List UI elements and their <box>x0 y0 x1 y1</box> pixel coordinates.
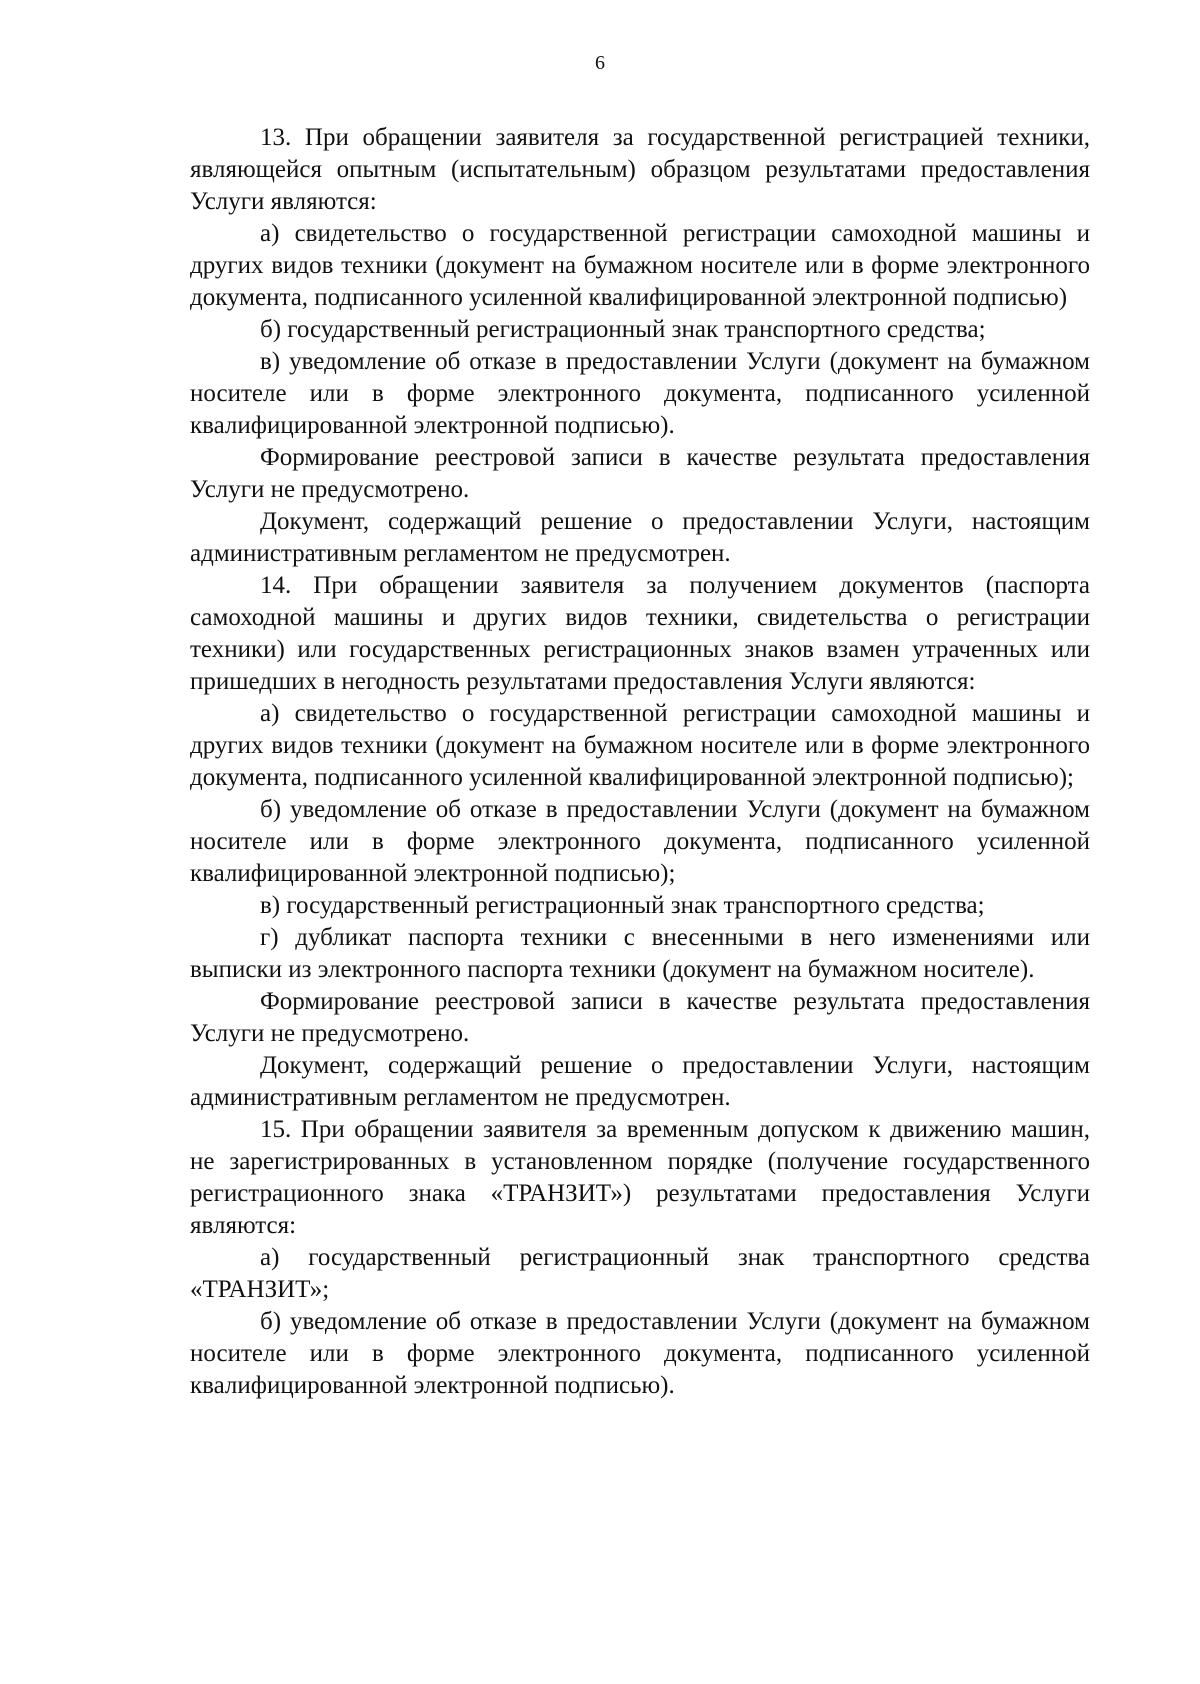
paragraph-14-item-a: а) свидетельство о государственной регистрации самоходной машины и других видов техники (документ на бумажном носителе или в форме электронного документа, подписанного усиленной квалифицированной электронной подписью); <box>190 700 1090 791</box>
document-body <box>190 122 1090 1402</box>
page-number: 6 <box>595 52 605 74</box>
paragraph-14-registry-note: Формирование реестровой записи в качестве результата предоставления Услуги не предусмотрено. <box>190 988 1090 1047</box>
paragraph-13-item-a: а) свидетельство о государственной регистрации самоходной машины и других видов техники (документ на бумажном носителе или в форме электронного документа, подписанного усиленной квалифицированной электронной подписью) <box>190 220 1090 311</box>
paragraph-14-item-g: г) дубликат паспорта техники с внесенными в него изменениями или выписки из электронного паспорта техники (документ на бумажном носителе). <box>190 924 1090 983</box>
paragraph-15-item-b: б) уведомление об отказе в предоставлении Услуги (документ на бумажном носителе или в форме электронного документа, подписанного усиленной квалифицированной электронной подписью). <box>190 1308 1090 1399</box>
paragraph-13-item-v: в) уведомление об отказе в предоставлении Услуги (документ на бумажном носителе или в форме электронного документа, подписанного усиленной квалифицированной электронной подписью). <box>190 348 1090 439</box>
paragraph-13-decision-note: Документ, содержащий решение о предоставлении Услуги, настоящим административным регламентом не предусмотрен. <box>190 508 1090 567</box>
paragraph-13-registry-note: Формирование реестровой записи в качестве результата предоставления Услуги не предусмотрено. <box>190 444 1090 503</box>
paragraph-14-item-v: в) государственный регистрационный знак транспортного средства; <box>260 892 985 919</box>
paragraph-14-item-b: б) уведомление об отказе в предоставлении Услуги (документ на бумажном носителе или в форме электронного документа, подписанного усиленной квалифицированной электронной подписью); <box>190 796 1090 887</box>
paragraph-13-item-b: б) государственный регистрационный знак транспортного средства; <box>260 316 986 343</box>
paragraph-15-intro: 15. При обращении заявителя за временным допуском к движению машин, не зарегистрированных в установленном порядке (получение государственного регистрационного знака «ТРАНЗИТ») результатами предоставления Услуги являются: <box>190 1116 1090 1239</box>
paragraph-13-intro: 13. При обращении заявителя за государственной регистрацией техники, являющейся опытным (испытательным) образцом результатами предоставления Услуги являются: <box>190 124 1090 215</box>
paragraph-14-decision-note: Документ, содержащий решение о предоставлении Услуги, настоящим административным регламентом не предусмотрен. <box>190 1052 1090 1111</box>
paragraph-15-item-a: а) государственный регистрационный знак транспортного средства «ТРАНЗИТ»; <box>190 1244 1090 1303</box>
paragraph-14-intro: 14. При обращении заявителя за получением документов (паспорта самоходной машины и других видов техники, свидетельства о регистрации техники) или государственных регистрационных знаков взамен утраченных или пришедших в негодность результатами предоставления Услуги являются: <box>190 572 1090 695</box>
